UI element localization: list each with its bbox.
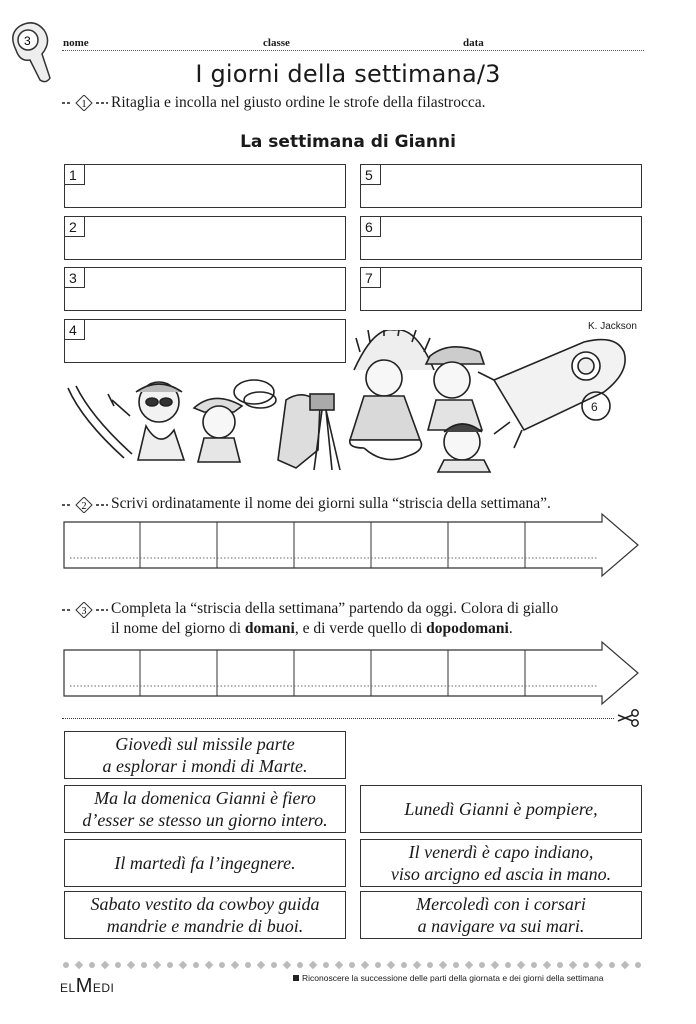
slot-number: 5 <box>361 165 381 185</box>
exercise-3-line1: Completa la “striscia della settimana” partendo da oggi. Colora di giallo <box>111 600 559 617</box>
week-strip-1[interactable] <box>62 512 642 578</box>
author-credit: K. Jackson <box>588 321 637 332</box>
exercise-2-badge <box>62 497 108 513</box>
exercise-2-text: Scrivi ordinatamente il nome dei giorni sulla “striscia della settimana”. <box>111 495 551 512</box>
keyword-domani: domani <box>244 620 295 637</box>
class-label: classe <box>263 37 290 49</box>
exercise-1-badge <box>62 95 108 111</box>
exercise-1-text: Ritaglia e incolla nel giusto ordine le strofe della filastrocca. <box>111 94 486 111</box>
verse-strip-mercoledi[interactable]: Mercoledì con i corsari a navigare va sui mari. <box>360 891 642 939</box>
svg-text:1: 1 <box>81 99 87 110</box>
learning-objective <box>293 973 603 983</box>
paste-slot-2[interactable] <box>64 216 346 260</box>
verse-strip-domenica[interactable]: Ma la domenica Gianni è fiero d’esser se stesso un giorno intero. <box>64 785 346 833</box>
exercise-3-line2e: . <box>508 620 513 637</box>
verse-strip-lunedi[interactable]: Lunedì Gianni è pompiere, <box>360 785 642 833</box>
square-bullet-icon <box>293 975 299 981</box>
svg-text:6: 6 <box>591 400 598 414</box>
objective-text: Riconoscere la successione delle parti della giornata e dei giorni della settimana <box>302 973 604 983</box>
logo-big-letter: M <box>75 975 93 997</box>
header-line <box>62 50 644 51</box>
exercise-3-badge <box>62 602 108 618</box>
slot-number: 6 <box>361 217 381 237</box>
logo-prefix: EL <box>60 981 76 995</box>
footer-dots <box>62 960 644 970</box>
scissors-icon <box>616 709 640 727</box>
slot-number: 2 <box>65 217 85 237</box>
svg-text:3: 3 <box>24 34 31 48</box>
page-title: I giorni della settimana/3 <box>195 60 501 88</box>
poem-title: La settimana di Gianni <box>240 132 456 152</box>
exercise-3-line2a: il nome del giorno di <box>111 620 245 637</box>
paste-slot-3[interactable] <box>64 267 346 311</box>
exercise-3-text <box>111 599 651 639</box>
children-illustration <box>64 330 640 475</box>
verse-strip-sabato[interactable]: Sabato vestito da cowboy guida mandrie e mandrie di buoi. <box>64 891 346 939</box>
slot-number: 3 <box>65 268 85 288</box>
verse-strip-martedi[interactable]: Il martedì fa l’ingegnere. <box>64 839 346 887</box>
svg-text:2: 2 <box>81 501 87 512</box>
verse-strip-giovedi[interactable]: Giovedì sul missile parte a esplorar i mondi di Marte. <box>64 731 346 779</box>
name-label: nome <box>63 37 89 49</box>
cut-line <box>62 718 614 719</box>
paste-slot-6[interactable] <box>360 216 642 260</box>
logo-suffix: EDI <box>92 981 115 995</box>
slot-number: 4 <box>65 320 85 340</box>
paste-slot-7[interactable] <box>360 267 642 311</box>
week-strip-2[interactable] <box>62 640 642 706</box>
keyword-dopodomani: dopodomani <box>426 620 509 637</box>
verse-strip-venerdi[interactable]: Il venerdì è capo indiano, viso arcigno ed ascia in mano. <box>360 839 642 887</box>
publisher-logo <box>60 975 114 998</box>
date-label: data <box>463 37 484 49</box>
slot-number: 1 <box>65 165 85 185</box>
svg-text:3: 3 <box>81 606 87 617</box>
exercise-3-line2c: , e di verde quello di <box>294 620 427 637</box>
paste-slot-5[interactable] <box>360 164 642 208</box>
slot-number: 7 <box>361 268 381 288</box>
paste-slot-1[interactable] <box>64 164 346 208</box>
